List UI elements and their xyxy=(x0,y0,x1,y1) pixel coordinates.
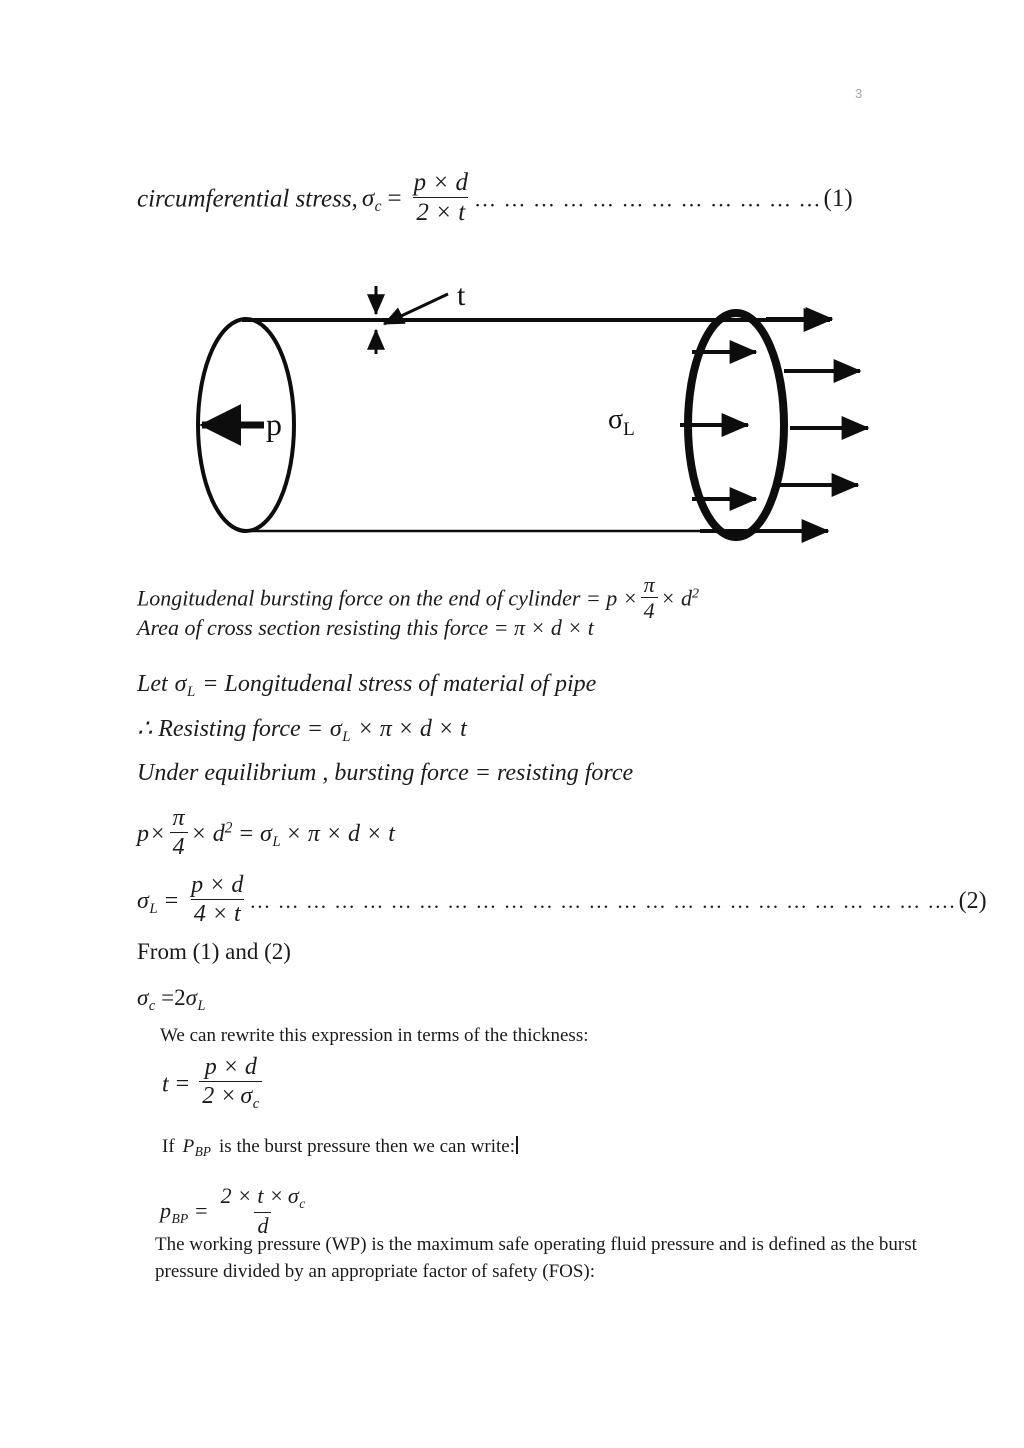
sigma-subscript-c: c xyxy=(148,997,156,1014)
equals-sign: = xyxy=(387,185,402,213)
sigma-subscript-L: L xyxy=(149,900,158,917)
balance-right: × π × d × t xyxy=(285,821,395,848)
sigma-symbol: σ xyxy=(174,671,187,697)
equation-stress-relation xyxy=(137,982,205,1016)
thickness-symbol: t xyxy=(162,1071,169,1098)
equation-resisting-area: Area of cross section resisting this force = π × d × t xyxy=(137,615,594,640)
fraction-numerator: p × d xyxy=(191,872,244,899)
fraction-denominator xyxy=(199,1081,262,1112)
equation-tag-2: (2) xyxy=(958,888,987,915)
sigma-symbol: σ xyxy=(361,185,375,213)
fraction-numerator: π xyxy=(643,572,655,598)
fraction-denominator: 4 xyxy=(641,597,658,624)
burst-pressure-subscript: BP xyxy=(194,1144,212,1160)
cylinder-diagram-svg xyxy=(180,258,900,558)
sigma-symbol-c: σ xyxy=(137,985,149,1010)
working-pressure-paragraph: The working pressure (WP) is the maximum safe operating fluid pressure and is defined as the burst pressure divided by an appropriate factor of safety (FOS): xyxy=(155,1234,917,1282)
fraction-numerator: π xyxy=(172,805,185,832)
equation-thickness xyxy=(162,1054,265,1115)
pressure-symbol: p xyxy=(137,821,149,848)
bursting-force-tail: × d xyxy=(660,585,692,611)
sigma-subscript-L: L xyxy=(342,728,351,745)
equation-force-balance xyxy=(137,805,395,863)
sigma-symbol-l: σ xyxy=(185,985,197,1010)
fraction-2tsigma-over-d xyxy=(218,1184,309,1238)
balance-mid: × d xyxy=(190,821,225,848)
numerator-prefix: 2 × t × xyxy=(220,1183,284,1209)
sigma-subscript-L: L xyxy=(272,833,281,850)
fraction-denominator: d xyxy=(254,1212,271,1239)
fraction-denominator: 4 × t xyxy=(191,899,244,928)
cylinder-stress-diagram xyxy=(180,258,900,558)
fraction-denominator: 2 × t xyxy=(413,197,468,227)
denominator-prefix: 2 × xyxy=(202,1083,237,1110)
multiplication-sign: × xyxy=(151,821,165,848)
sigma-symbol: σ xyxy=(260,821,272,848)
sigma-symbol: σ xyxy=(137,888,149,915)
equation-let-sigma-l xyxy=(137,672,596,700)
resisting-force-text: × π × d × t xyxy=(357,716,467,742)
sigma-subscript-L: L xyxy=(623,419,635,441)
longitudinal-stress-label xyxy=(608,406,635,439)
equation-circumferential-stress xyxy=(137,169,853,229)
fraction-numerator: p × d xyxy=(204,1054,257,1081)
leader-dots: … … … … … … … … … … … … … … … … … … … … … … … … …. xyxy=(249,889,956,914)
fraction-pi-over-4 xyxy=(170,806,188,861)
exponent-2: 2 xyxy=(224,819,233,837)
pressure-label: p xyxy=(266,406,282,442)
resisting-force-prefix: ∴ Resisting force = xyxy=(137,716,323,742)
fraction-pi-over-4 xyxy=(641,573,658,624)
let-text: = Longitudenal stress of material of pipe xyxy=(202,671,597,697)
sigma-subscript-c: c xyxy=(374,198,382,216)
leader-dots: … … … … … … … … … … … … xyxy=(474,186,822,212)
equation-tag-1: (1) xyxy=(823,185,853,213)
sigma-symbol: σ xyxy=(240,1083,253,1110)
exponent-2: 2 xyxy=(692,585,700,602)
fraction-numerator xyxy=(218,1184,309,1212)
equation-longitudinal-stress xyxy=(137,872,987,930)
burst-note-suffix: is the burst pressure then we can write: xyxy=(219,1136,516,1157)
from-equations-line: From (1) and (2) xyxy=(137,939,291,964)
equals-sign: = xyxy=(175,1071,190,1098)
sigma-glyph: σ xyxy=(608,404,624,435)
burst-pressure-symbol: p xyxy=(160,1198,171,1224)
sigma-symbol: σ xyxy=(287,1183,299,1209)
equals-sign: = xyxy=(239,821,254,848)
burst-pressure-symbol: P xyxy=(182,1136,195,1157)
equals-sign: = xyxy=(195,1198,208,1224)
sigma-symbol: σ xyxy=(329,716,342,742)
burst-note-prefix: If xyxy=(162,1136,175,1157)
circumferential-stress-label: circumferential stress, xyxy=(137,185,358,213)
sigma-subscript-L: L xyxy=(187,683,196,700)
burst-pressure-subscript: BP xyxy=(171,1210,189,1226)
equals-sign: = xyxy=(164,888,179,915)
equation-equilibrium: Under equilibrium , bursting force = resisting force xyxy=(137,760,634,786)
sigma-subscript-c: c xyxy=(252,1096,260,1113)
sigma-subscript-c: c xyxy=(299,1195,306,1211)
fraction-pd-over-2sigma xyxy=(199,1055,262,1113)
page-number: 3 xyxy=(855,86,863,101)
fraction-numerator: p × d xyxy=(413,169,469,196)
burst-pressure-note xyxy=(162,1134,518,1162)
thickness-rewrite-note: We can rewrite this expression in terms of the thickness: xyxy=(160,1025,589,1046)
thickness-label: t xyxy=(457,279,466,312)
sigma-subscript-L: L xyxy=(197,997,206,1014)
let-prefix: Let xyxy=(137,671,168,697)
bursting-force-text: Longitudenal bursting force on the end of cylinder = p × xyxy=(137,585,638,611)
fraction-pd-over-2t xyxy=(411,170,471,227)
fraction-pd-over-4t xyxy=(188,873,246,928)
text-cursor xyxy=(516,1136,518,1154)
fraction-denominator: 4 xyxy=(170,832,188,861)
equals-two: =2 xyxy=(161,985,186,1010)
equation-resisting-force xyxy=(137,717,467,745)
